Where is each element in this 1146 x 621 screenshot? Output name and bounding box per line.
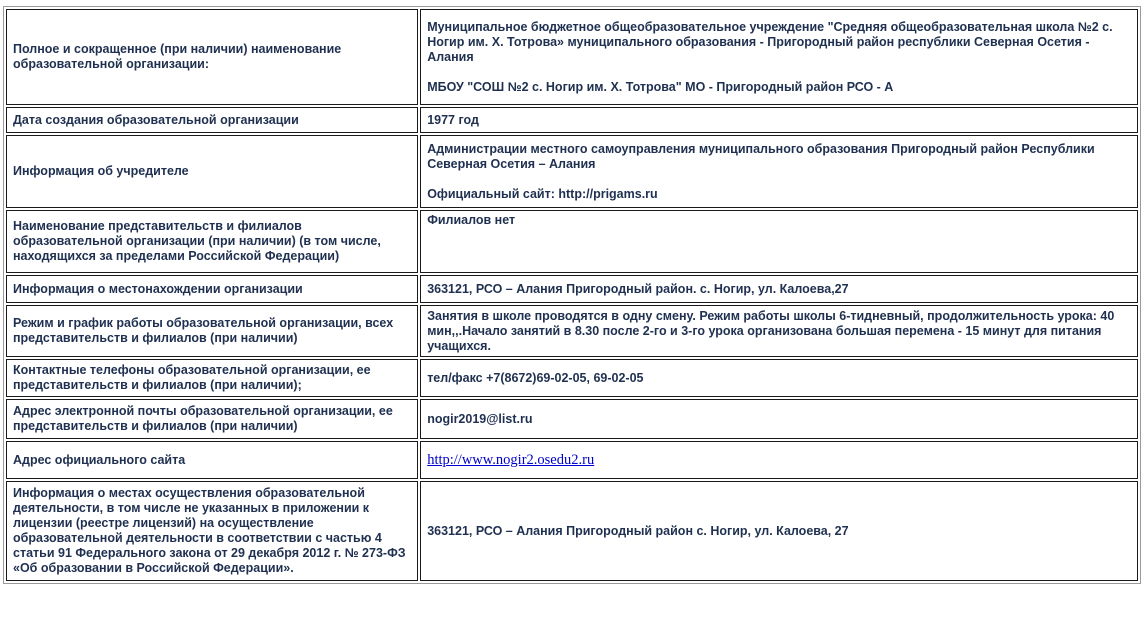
row-label-email: Адрес электронной почты образовательной организации, ее представительств и филиалов (при наличии) — [6, 399, 418, 439]
founder-site: Официальный сайт: http://prigams.ru — [427, 186, 658, 201]
row-value-email: nogir2019@list.ru — [420, 399, 1138, 439]
founder-name: Администрации местного самоуправления муниципального образования Пригородный район Республики Северная Осетия – Алания — [427, 141, 1095, 171]
table-row — [6, 275, 1138, 303]
organization-info-table — [3, 6, 1141, 584]
table-row — [6, 399, 1138, 439]
row-label-founder: Информация об учредителе — [6, 135, 418, 208]
table-row — [6, 135, 1138, 208]
row-value-places: 363121, РСО – Алания Пригородный район с. Ногир, ул. Калоева, 27 — [420, 481, 1138, 581]
row-value-schedule: Занятия в школе проводятся в одну смену. Режим работы школы 6-тидневный, продолжительность урока: 40 мин,,.Начало занятий в 8.30 после 2-го и 3-го урока организована большая перемена - 15 минут для питания учащихся. — [420, 305, 1138, 357]
row-label-phones: Контактные телефоны образовательной организации, ее представительств и филиалов (при наличии); — [6, 359, 418, 397]
full-name: Муниципальное бюджетное общеобразовательное учреждение "Средняя общеобразовательная школа №2 с. Ногир им. Х. Тотрова» муниципального образования - Пригородный район республики Северная Осетия - Алания — [427, 19, 1113, 64]
short-name: МБОУ "СОШ №2 с. Ногир им. Х. Тотрова" МО - Пригородный район РСО - А — [427, 79, 894, 94]
row-value-founder — [420, 135, 1138, 208]
row-label-website: Адрес официального сайта — [6, 441, 418, 479]
row-label-places: Информация о местах осуществления образовательной деятельности, в том числе не указанных в приложении к лицензии (реестре лицензий) на осуществление образовательной деятельности в соответствии с частью 4 статьи 91 Федерального закона от 29 декабря 2012 г. № 273-ФЗ «Об образовании в Российской Федерации». — [6, 481, 418, 581]
row-label-schedule: Режим и график работы образовательной организации, всех представительств и филиалов (при наличии) — [6, 305, 418, 357]
info-table-wrapper — [3, 6, 1141, 584]
table-row — [6, 441, 1138, 479]
row-value-website — [420, 441, 1138, 479]
website-link[interactable]: http://www.nogir2.osedu2.ru — [427, 451, 595, 468]
table-row — [6, 107, 1138, 133]
row-label-location: Информация о местонахождении организации — [6, 275, 418, 303]
table-row — [6, 9, 1138, 105]
table-row — [6, 210, 1138, 273]
row-label-branches: Наименование представительств и филиалов образовательной организации (при наличии) (в том числе, находящихся за пределами Российской Федерации) — [6, 210, 418, 273]
row-value-name — [420, 9, 1138, 105]
row-label-name: Полное и сокращенное (при наличии) наименование образовательной организации: — [6, 9, 418, 105]
table-row — [6, 481, 1138, 581]
row-value-location: 363121, РСО – Алания Пригородный район. с. Ногир, ул. Калоева,27 — [420, 275, 1138, 303]
row-value-branches: Филиалов нет — [420, 210, 1138, 273]
row-value-date: 1977 год — [420, 107, 1138, 133]
table-row — [6, 305, 1138, 357]
row-value-phones: тел/факс +7(8672)69-02-05, 69-02-05 — [420, 359, 1138, 397]
table-row — [6, 359, 1138, 397]
row-label-date: Дата создания образовательной организации — [6, 107, 418, 133]
